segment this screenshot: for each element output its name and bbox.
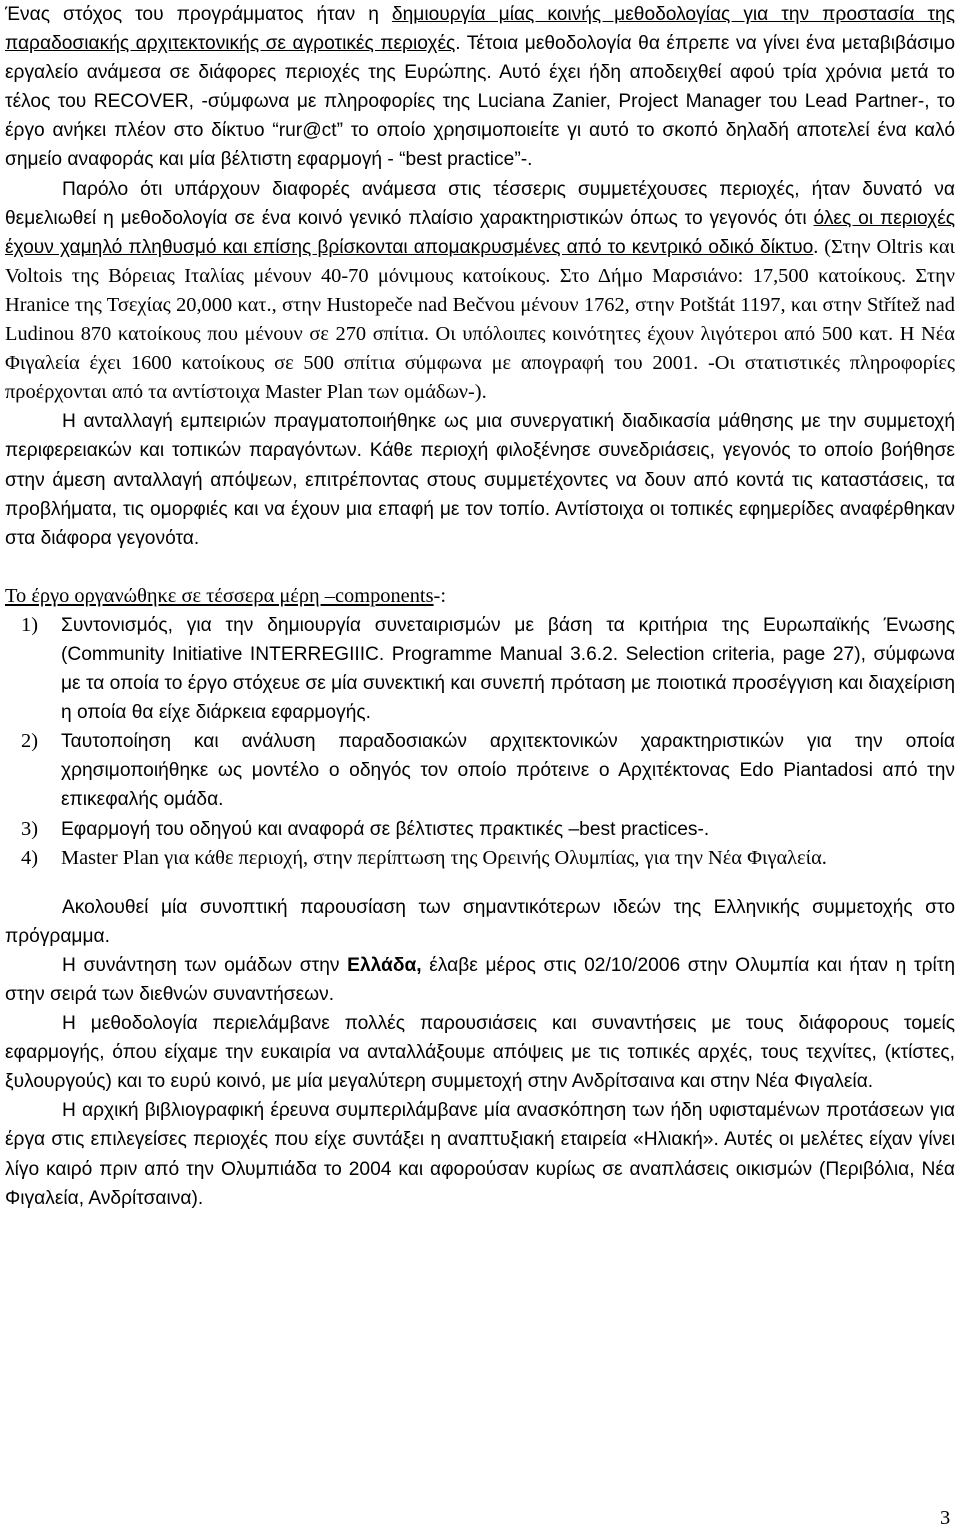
- paragraph-bibliography: Η αρχική βιβλιογραφική έρευνα συμπεριλάμβανε μία ανασκόπηση των ήδη υφισταμένων προτάσεων για έργα στις επιλεγείσες περιοχές που είχε συντάξει η αναπτυξιακή εταιρεία «Ηλιακή». Αυτές οι μελέτες είχαν γίνει λίγο καιρό πριν από την Ολυμπιάδα το 2004 και αφορούσαν κυρίως σε αναπλάσεις οικισμών (Περιβόλια, Νέα Φιγαλεία, Ανδρίτσαινα).: [5, 1100, 955, 1209]
- list-item: 1) Συντονισμός, για την δημιουργία συνεταιρισμών με βάση τα κριτήρια της Ευρωπαϊκής Ένωσης (Community Initiative INTERREGIIIC. Programme Manual 3.6.2. Selection criteria, page 27), σύμφωνα με τα οποία το έργο στόχευε σε μία συνεκτική και συνεπή πρόταση με ποιοτικά προσέγγιση και διαχείριση η οποία θα είχε διάρκεια εφαρμογής.: [21, 613, 955, 724]
- paragraph-summary-intro: Ακολουθεί μία συνοπτική παρουσίαση των σημαντικότερων ιδεών της Ελληνικής συμμετοχής στο πρόγραμμα.: [5, 896, 955, 947]
- underlined-phrase: δημιουργία μίας κοινής μεθοδολογίας για την προστασία της παραδοσιακής αρχιτεκτονικής σε αγροτικές περιοχές: [5, 4, 955, 55]
- document-page: [5, 0, 955, 1213]
- underlined-phrase: όλες οι περιοχές έχουν χαμηλό πληθυσμό και επίσης βρίσκονται απομακρυσμένες από το κεντρικό οδικό δίκτυο: [5, 207, 955, 258]
- paragraph-meeting: Η συνάντηση των ομάδων στην Ελλάδα, έλαβε μέρος στις 02/10/2006 στην Ολυμπία και ήταν η τρίτη στην σειρά των διεθνών συναντήσεων.: [5, 954, 955, 1005]
- list-item: 3) Εφαρμογή του οδηγού και αναφορά σε βέλτιστες πρακτικές –best practices-.: [21, 817, 710, 840]
- components-list: [5, 611, 955, 873]
- paragraph-methodology: Η μεθοδολογία περιελάμβανε πολλές παρουσιάσεις και συναντήσεις με τους διάφορους τομείς εφαρμογής, όπου είχαμε την ευκαιρία να ανταλλάξουμε απόψεις με τις τοπικές αρχές, τους τεχνίτες, (κτίστες, ξυλουργούς) και το ευρύ κοινό, με μία μεγαλύτερη συμμετοχή στην Ανδρίτσαινα και στην Νέα Φιγαλεία.: [5, 1013, 955, 1093]
- paragraph-differences: Παρόλο ότι υπάρχουν διαφορές ανάμεσα στις τέσσερις συμμετέχουσες περιοχές, ήταν δυνατό να θεμελιωθεί η μεθοδολογία σε ένα κοινό γενικό πλαίσιο χαρακτηριστικών όπως το γεγονός ότι όλες οι περιοχές έχουν χαμηλό πληθυσμό και επίσης βρίσκονται απομακρυσμένες από το κεντρικό οδικό δίκτυο. (Στην Oltris και Voltois της Βόρειας Ιταλίας μένουν 40-70 μόνιμους κατοίκους. Στο Δήμο Μαρσιάνο: 17,500 κατοίκους. Στην Hranice της Τσεχίας 20,000 κατ., στην Hustopeče nad Bečvou μένουν 1762, στην Potštát 1197, και στην Střítež nad Ludinou 870 κατοίκους που μένουν σε 270 σπίτια. Οι υπόλοιπες κοινότητες έχουν λιγότεροι από 500 κατ. Η Νέα Φιγαλεία έχει 1600 κατοίκους σε 500 σπίτια σύμφωνα με απογραφή του 2001. -Οι στατιστικές πληροφορίες προέρχονται από τα αντίστοιχα Master Plan των ομάδων-).: [5, 178, 955, 404]
- paragraph-exchange: Η ανταλλαγή εμπειριών πραγματοποιήθηκε ως μια συνεργατική διαδικασία μάθησης με την συμμετοχή περιφερειακών και τοπικών παραγόντων. Κάθε περιοχή φιλοξένησε συνεδριάσεις, γεγονός το οποίο βοήθησε στην άμεση ανταλλαγή απόψεων, επιτρέποντας στους συμμετέχοντες να δουν από κοντά τις καταστάσεις, τα προβλήματα, τις ομορφιές και να έχουν μια επαφή με τον τοπίο. Αντίστοιχα οι τοπικές εφημερίδες αναφέρθηκαν στα διάφορα γεγονότα.: [5, 411, 955, 549]
- page-number: 3: [940, 1507, 951, 1529]
- paragraph-objective: Ένας στόχος του προγράμματος ήταν η δημιουργία μίας κοινής μεθοδολογίας για την προστασία της παραδοσιακής αρχιτεκτονικής σε αγροτικές περιοχές. Τέτοια μεθοδολογία θα έπρεπε να γίνει ένα μεταβιβάσιμο εργαλείο ανάμεσα σε διάφορες περιοχές της Ευρώπης. Αυτό έχει ήδη αποδειχθεί αφού τρία χρόνια μετά το τέλος του RECOVER, -σύμφωνα με πληροφορίες της Luciana Zanier, Project Manager του Lead Partner-, το έργο ανήκει πλέον στο δίκτυο “rur@ct” το οποίο χρησιμοποιείτε γι αυτό το σκοπό δηλαδή αποτελεί ένα καλό σημείο αναφοράς και μία βέλτιστη εφαρμογή - “best practice”-.: [5, 4, 956, 171]
- list-item: 2) Ταυτοποίηση και ανάλυση παραδοσιακών αρχιτεκτονικών χαρακτηριστικών για την οποία χρησιμοποιήθηκε ως μοντέλο ο οδηγός τον οποίο πρότεινε ο Αρχιτέκτονας Edo Piantadosi από την επικεφαλής ομάδα.: [21, 730, 955, 811]
- components-intro: Το έργο οργανώθηκε σε τέσσερα μέρη –components-:: [5, 584, 446, 607]
- list-item: 4) Master Plan για κάθε περιοχή, στην περίπτωση της Ορεινής Ολυμπίας, για την Νέα Φιγαλεία.: [21, 846, 827, 869]
